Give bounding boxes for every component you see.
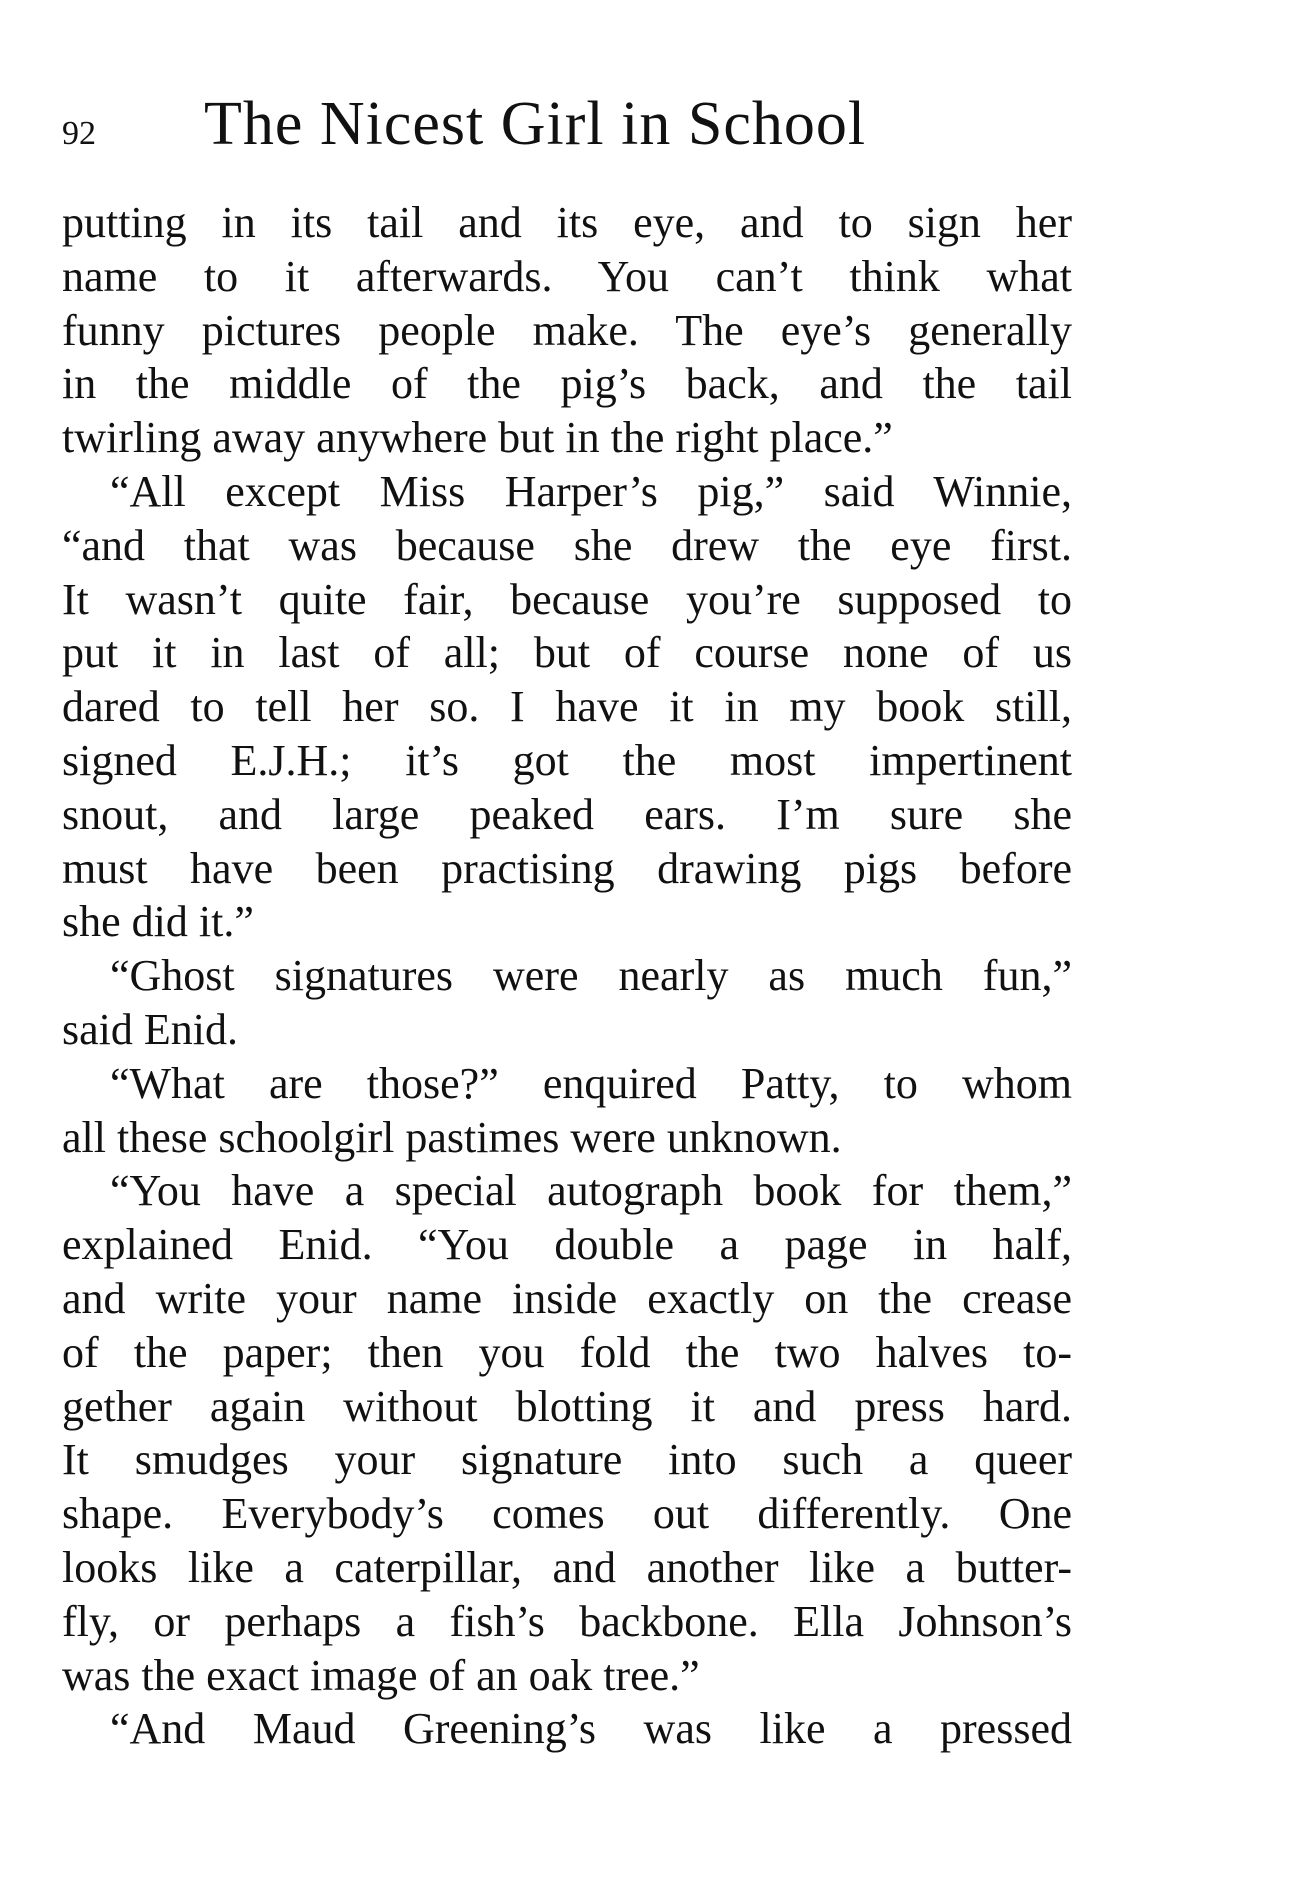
page-number: 92	[62, 115, 96, 152]
text-line: It wasn’t quite fair, because you’re supposed to	[62, 574, 1072, 624]
body-text	[62, 196, 1072, 1756]
text-line: of the paper; then you fold the two halves to-	[62, 1327, 1072, 1377]
text-line: dared to tell her so. I have it in my book still,	[62, 682, 1072, 732]
text-line: and write your name inside exactly on the crease	[62, 1273, 1072, 1323]
text-line: name to it afterwards. You can’t think what	[62, 251, 1072, 301]
text-line: shape. Everybody’s comes out differently. One	[62, 1489, 1072, 1539]
text-line: “All except Miss Harper’s pig,” said Winnie,	[110, 466, 1072, 516]
text-line: “and that was because she drew the eye first.	[62, 520, 1072, 570]
text-line: snout, and large peaked ears. I’m sure she	[62, 789, 1072, 839]
running-title: The Nicest Girl in School	[204, 90, 867, 158]
text-line: putting in its tail and its eye, and to sign her	[62, 198, 1072, 247]
text-line: “You have a special autograph book for them,”	[110, 1166, 1072, 1216]
text-line: signed E.J.H.; it’s got the most impertinent	[62, 735, 1072, 785]
text-line: must have been practising drawing pigs before	[62, 843, 1072, 893]
text-line: explained Enid. “You double a page in half,	[62, 1220, 1072, 1270]
text-line: “Ghost signatures were nearly as much fun,”	[110, 951, 1072, 1001]
page-header	[62, 88, 1072, 168]
text-line: funny pictures people make. The eye’s generally	[62, 305, 1072, 355]
text-line: gether again without blotting it and press hard.	[62, 1381, 1072, 1431]
text-line: she did it.”	[62, 897, 254, 947]
text-line: put it in last of all; but of course none of us	[62, 628, 1072, 678]
text-line: “And Maud Greening’s was like a pressed	[110, 1704, 1072, 1754]
text-line: fly, or perhaps a fish’s backbone. Ella Johnson’s	[62, 1596, 1072, 1646]
text-line: twirling away anywhere but in the right place.”	[62, 413, 893, 463]
text-line: “What are those?” enquired Patty, to whom	[110, 1058, 1072, 1108]
text-line: in the middle of the pig’s back, and the tail	[62, 359, 1072, 409]
text-line: said Enid.	[62, 1004, 238, 1054]
text-line: all these schoolgirl pastimes were unknown.	[62, 1112, 842, 1162]
text-line: It smudges your signature into such a queer	[62, 1435, 1072, 1485]
text-line: was the exact image of an oak tree.”	[62, 1650, 700, 1700]
text-line: looks like a caterpillar, and another like a butter-	[62, 1542, 1072, 1592]
